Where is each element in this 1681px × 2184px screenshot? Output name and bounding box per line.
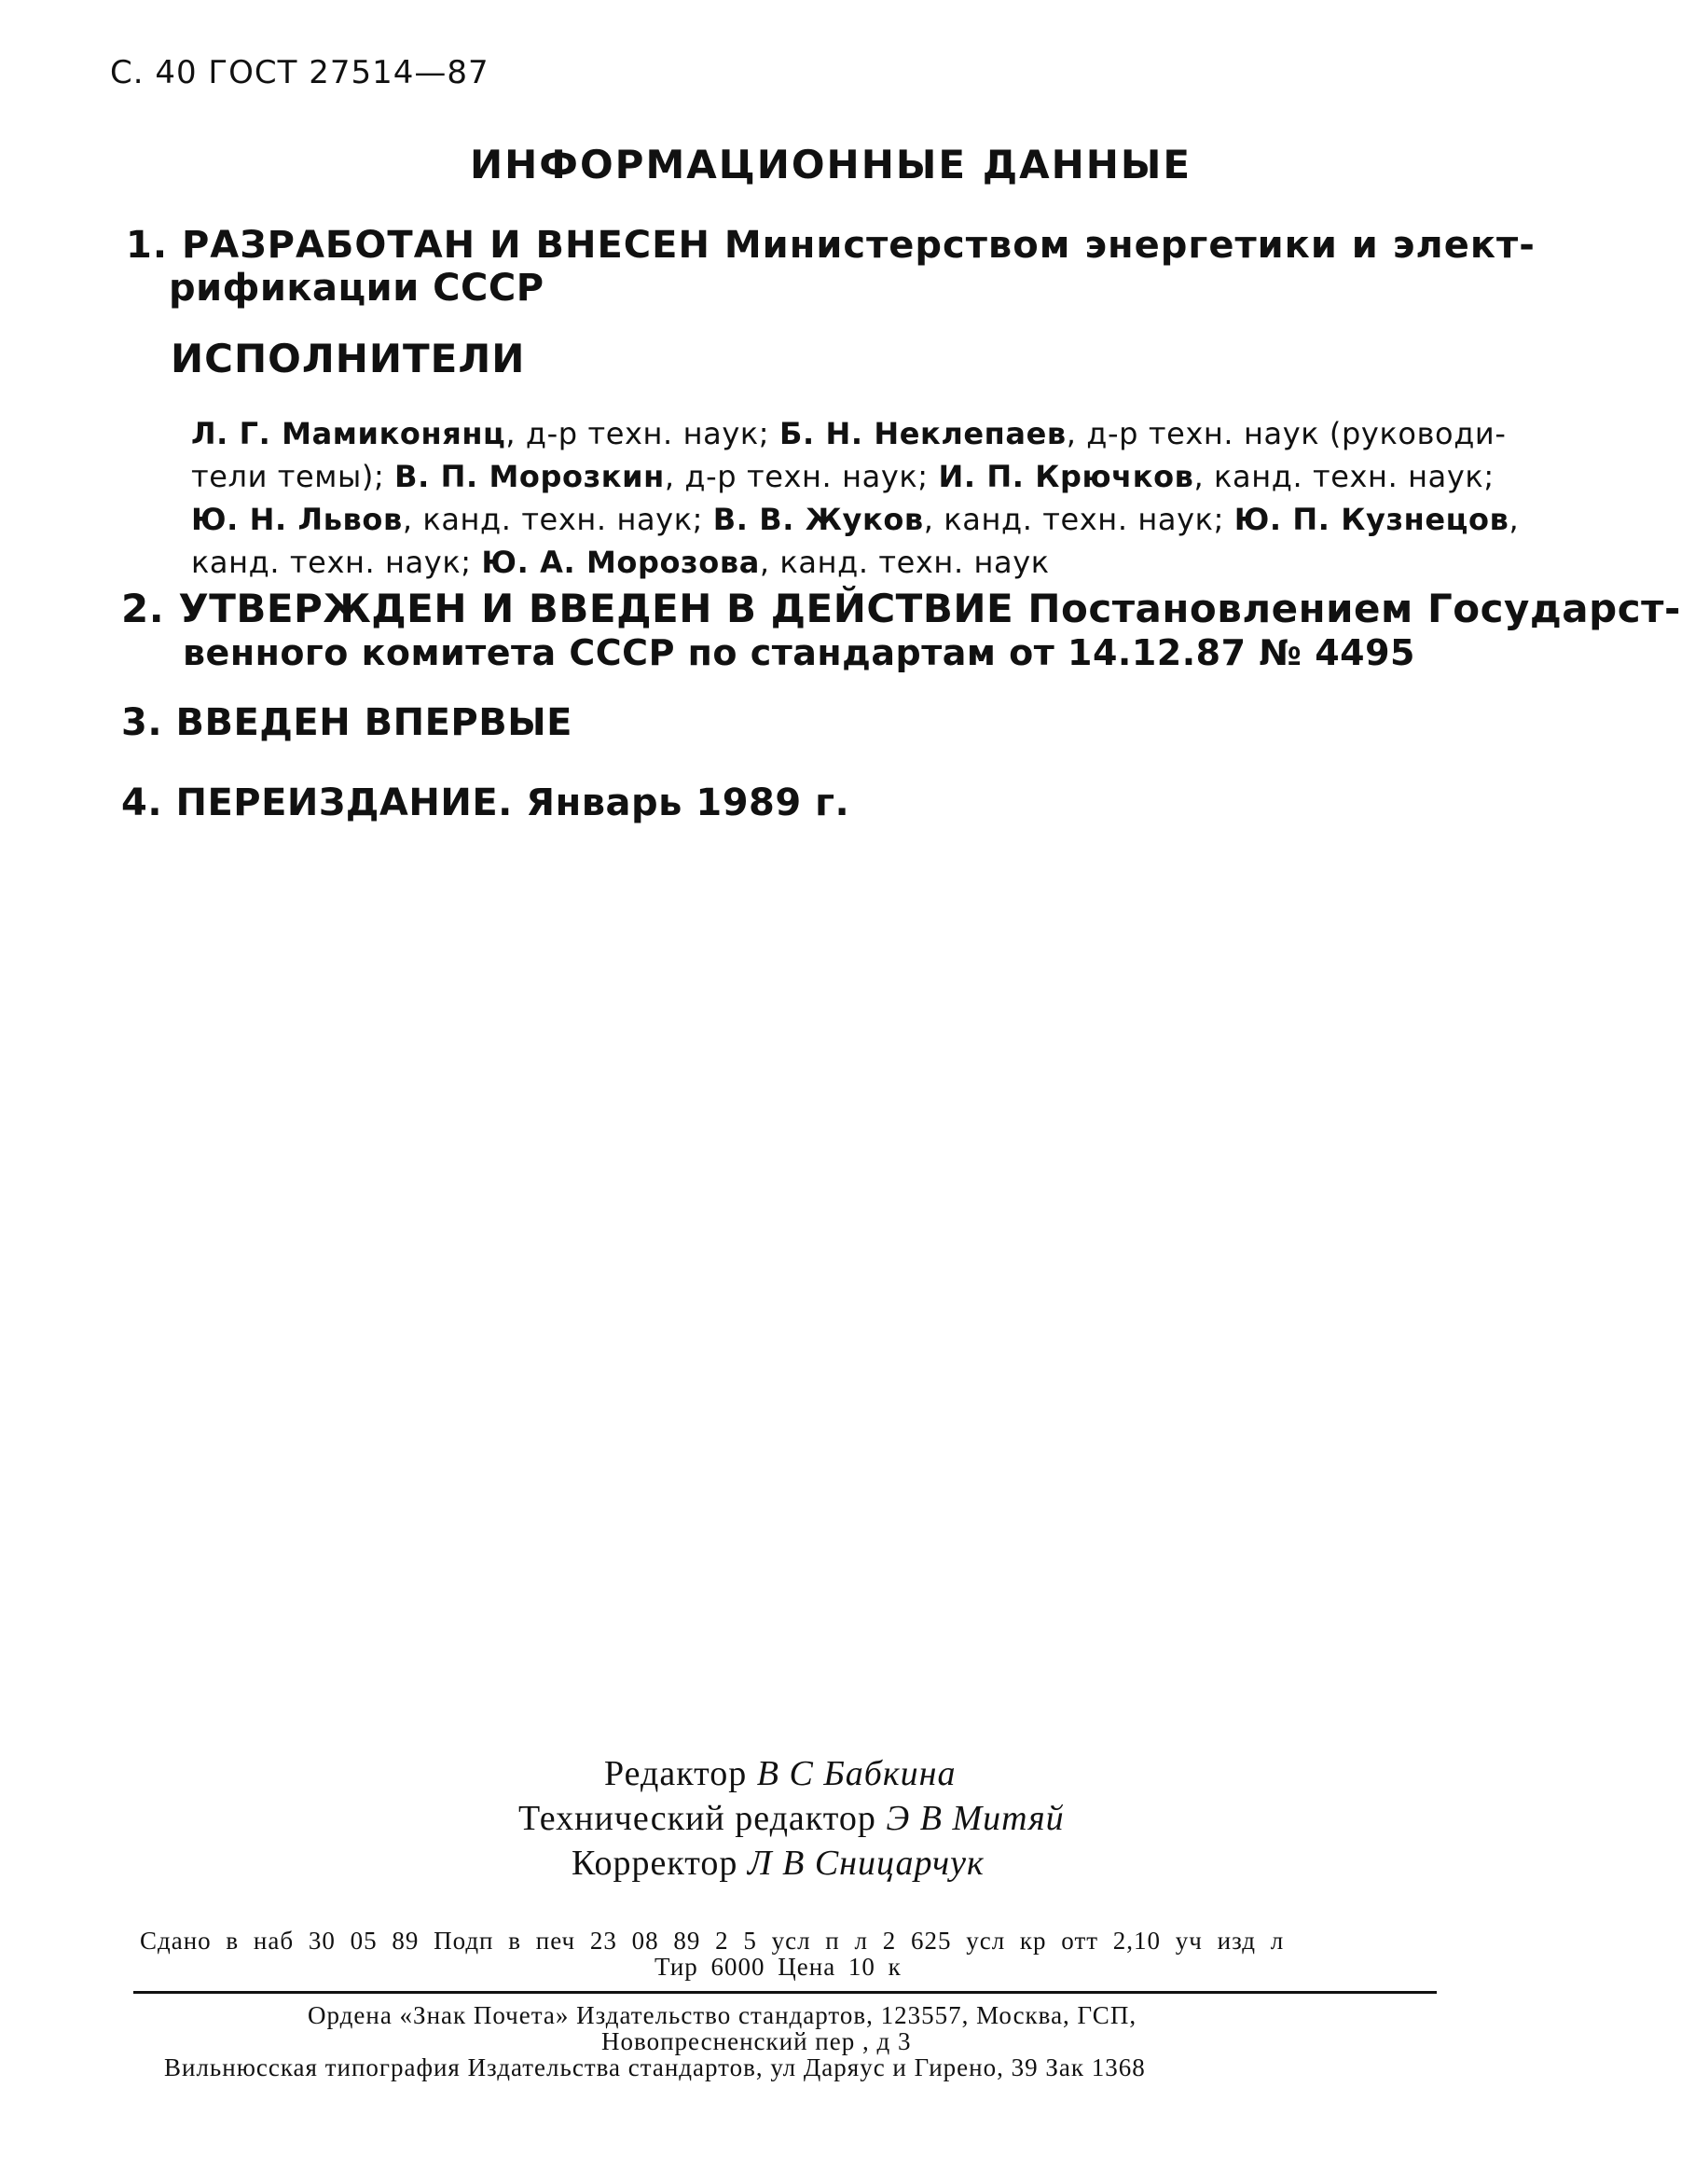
executor-name: Б. Н. Неклепаев: [778, 416, 1067, 451]
item-heading: УТВЕРЖДЕН И ВВЕДЕН В ДЕЙСТВИЕ: [178, 586, 1014, 631]
imprint-line-1: Сдано в наб 30 05 89 Подп в печ 23 08 89 2 5 усл п л 2 625 усл кр отт 2,10 уч изд л: [140, 1927, 1285, 1955]
credit-name: Э В Митяй: [886, 1799, 1065, 1838]
item-heading: ВВЕДЕН ВПЕРВЫЕ: [175, 701, 572, 744]
executors-line: [191, 502, 1519, 537]
executor-name: Ю. П. Кузнецов: [1233, 502, 1509, 537]
item-text: Январь 1989 г.: [526, 781, 850, 824]
info-item-1: [126, 224, 1536, 267]
executor-name: Л. Г. Мамиконянц: [191, 416, 506, 451]
item-number: 3.: [121, 701, 163, 744]
credit-name: В С Бабкина: [756, 1754, 957, 1793]
divider-rule: [133, 1991, 1437, 1994]
page-header-text: С. 40 ГОСТ 27514—87: [110, 54, 489, 91]
publisher-line-1: Ордена «Знак Почета» Издательство стандартов, 123557, Москва, ГСП,: [308, 2001, 1137, 2029]
executor-role: , канд. техн. наук;: [1193, 459, 1495, 494]
item-heading: ПЕРЕИЗДАНИЕ.: [175, 781, 513, 824]
executor-role: канд. техн. наук;: [191, 545, 482, 580]
credit-name: Л В Сницарчук: [747, 1844, 985, 1883]
credit-label: Редактор: [604, 1754, 748, 1793]
credit-label: Технический редактор: [518, 1799, 876, 1838]
item-text: Постановлением Государст-: [1027, 586, 1681, 631]
info-item-2: [121, 586, 1681, 631]
editor-credit: [604, 1753, 956, 1794]
executor-role: , д-р техн. наук (руководи-: [1066, 416, 1507, 451]
item-text-continued: венного комитета СССР по стандартам от 14.12.87 № 4495: [183, 632, 1415, 673]
executor-name: В. П. Морозкин: [394, 459, 665, 494]
page-title: ИНФОРМАЦИОННЫЕ ДАННЫЕ: [470, 142, 1192, 187]
info-item-3: [121, 701, 572, 744]
item-number: 2.: [121, 586, 165, 631]
executors-line: [191, 459, 1495, 494]
executor-role: , канд. техн. наук: [759, 545, 1050, 580]
executor-role: , канд. техн. наук;: [923, 502, 1234, 537]
item-text-continued: рификации СССР: [169, 267, 544, 310]
executor-name: Ю. Н. Львов: [191, 502, 403, 537]
executor-role: , д-р техн. наук;: [505, 416, 779, 451]
corrector-credit: [572, 1843, 985, 1884]
info-item-4: [121, 781, 849, 824]
item-heading: РАЗРАБОТАН И ВНЕСЕН: [181, 224, 710, 267]
executor-role: , канд. техн. наук;: [402, 502, 713, 537]
item-text: Министерством энергетики и элект-: [723, 224, 1536, 267]
executors-line: [191, 545, 1050, 580]
executor-role: , д-р техн. наук;: [664, 459, 939, 494]
executors-line: [191, 416, 1506, 451]
executor-name: И. П. Крючков: [938, 459, 1194, 494]
credit-label: Корректор: [572, 1844, 738, 1883]
publisher-line-2: Новопресненский пер , д 3: [601, 2027, 912, 2055]
item-number: 1.: [126, 224, 169, 267]
executor-name: Ю. А. Морозова: [481, 545, 760, 580]
item-number: 4.: [121, 781, 163, 824]
publisher-line-3: Вильнюсская типография Издательства стандартов, ул Даряус и Гирено, 39 Зак 1368: [164, 2053, 1146, 2081]
executor-name: В. В. Жуков: [712, 502, 924, 537]
executor-role: тели темы);: [191, 459, 395, 494]
tech-editor-credit: [518, 1798, 1065, 1839]
executor-role: ,: [1509, 502, 1520, 537]
executors-heading: ИСПОЛНИТЕЛИ: [171, 336, 526, 381]
imprint-line-2: Тир 6000 Цена 10 к: [654, 1953, 902, 1981]
page-header: [110, 54, 489, 91]
